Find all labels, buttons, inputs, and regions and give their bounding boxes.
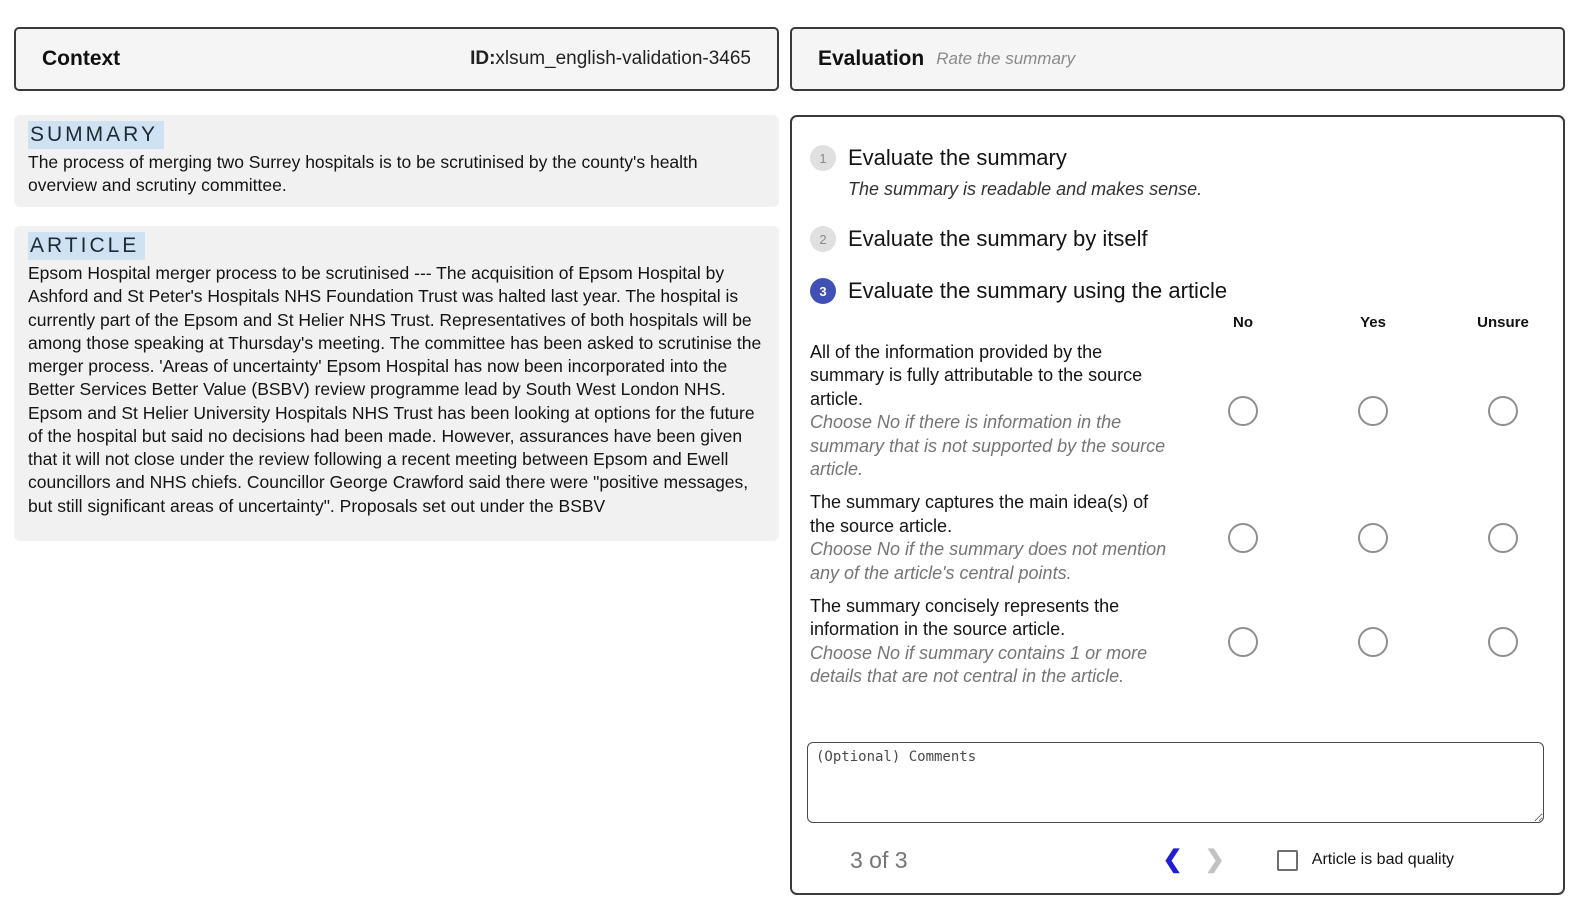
step-1-subtitle: The summary is readable and makes sense.: [848, 179, 1203, 199]
radio-q3-yes[interactable]: [1358, 627, 1388, 657]
question-2-hint: Choose No if the summary does not mention any of the article's central points.: [810, 539, 1167, 583]
step-3-badge: 3: [810, 278, 836, 304]
item-id-label: ID:: [470, 48, 496, 69]
radio-q2-yes[interactable]: [1358, 523, 1388, 553]
article-text: Epsom Hospital merger process to be scrutinised --- The acquisition of Epsom Hospital by Ashford and St Peter's Hospitals NHS Foundation Trust was halted last year. The hospital is currently part of the Epsom and St Helier NHS Trust. Representatives of both hospitals will be among those speaking at Thursday's meeting. The committee has been asked to scrutinise the merger process. 'Areas of uncertainty' Epsom Hospital has now been incorporated into the Better Services Better Value (BSBV) review programme lead by South West London NHS. Epsom and St Helier University Hospitals NHS Trust has been looking at options for the future of the hospital but said no decisions had been made. However, assurances have been given that it will not close under the review following a recent meeting between Epsom and Ewell councillors and NHS chiefs. Councillor George Crawford said there were "positive messages, but still significant areas of uncertainty". Proposals set out under the BSBV: [28, 263, 762, 516]
column-header-unsure: Unsure: [1477, 314, 1529, 331]
page-indicator: 3 of 3: [850, 846, 908, 873]
step-3-label: Evaluate the summary using the article: [848, 278, 1228, 303]
radio-q2-no[interactable]: [1228, 523, 1258, 553]
item-id-value: xlsum_english-validation-3465: [495, 48, 751, 69]
step-1-label: Evaluate the summary: [848, 145, 1067, 170]
question-3-text: The summary concisely represents the information in the source article.: [810, 595, 1120, 640]
step-3-active[interactable]: [810, 278, 1563, 304]
evaluation-panel-header: [790, 27, 1565, 91]
article-label: ARTICLE: [28, 232, 145, 260]
summary-section: [14, 115, 779, 207]
radio-q2-unsure[interactable]: [1488, 523, 1518, 553]
bad-quality-checkbox[interactable]: [1277, 850, 1298, 871]
summary-label: SUMMARY: [28, 121, 164, 149]
radio-q3-unsure[interactable]: [1488, 627, 1518, 657]
context-panel-header: [14, 27, 779, 91]
evaluation-subtitle: Rate the summary: [936, 49, 1076, 68]
summary-text: The process of merging two Surrey hospitals is to be scrutinised by the county's health overview and scrutiny committee.: [28, 152, 698, 196]
question-row-main-ideas: [810, 491, 1563, 585]
step-2[interactable]: [810, 226, 1563, 252]
pagination-row: [792, 835, 1563, 885]
question-2-text: The summary captures the main idea(s) of the source article.: [810, 492, 1149, 536]
previous-page-icon[interactable]: ❮: [1162, 846, 1183, 873]
radio-q1-unsure[interactable]: [1488, 396, 1518, 426]
next-page-icon[interactable]: ❯: [1204, 846, 1225, 873]
question-1-hint: Choose No if there is information in the summary that is not supported by the source article.: [810, 412, 1166, 479]
context-title: Context: [42, 47, 121, 70]
article-section[interactable]: [14, 226, 779, 541]
question-1-text: All of the information provided by the summary is fully attributable to the source article.: [810, 342, 1143, 409]
item-id: [470, 48, 751, 70]
evaluation-title: Evaluation: [818, 47, 925, 70]
question-3-hint: Choose No if summary contains 1 or more details that are not central in the article.: [810, 642, 1148, 687]
step-2-label: Evaluate the summary by itself: [848, 226, 1148, 251]
step-1[interactable]: [810, 145, 1563, 171]
evaluation-box: [790, 115, 1565, 895]
question-row-attributable: [810, 341, 1563, 481]
step-1-badge: 1: [810, 145, 836, 171]
radio-q1-yes[interactable]: [1358, 396, 1388, 426]
radio-q3-no[interactable]: [1228, 627, 1258, 657]
column-header-no: No: [1233, 314, 1253, 331]
step-2-badge: 2: [810, 226, 836, 252]
comments-input[interactable]: [807, 742, 1544, 823]
bad-quality-label: Article is bad quality: [1311, 851, 1455, 868]
radio-q1-no[interactable]: [1228, 396, 1258, 426]
question-row-concise: [810, 595, 1563, 689]
answer-column-headers: [810, 306, 1563, 331]
column-header-yes: Yes: [1360, 314, 1386, 331]
